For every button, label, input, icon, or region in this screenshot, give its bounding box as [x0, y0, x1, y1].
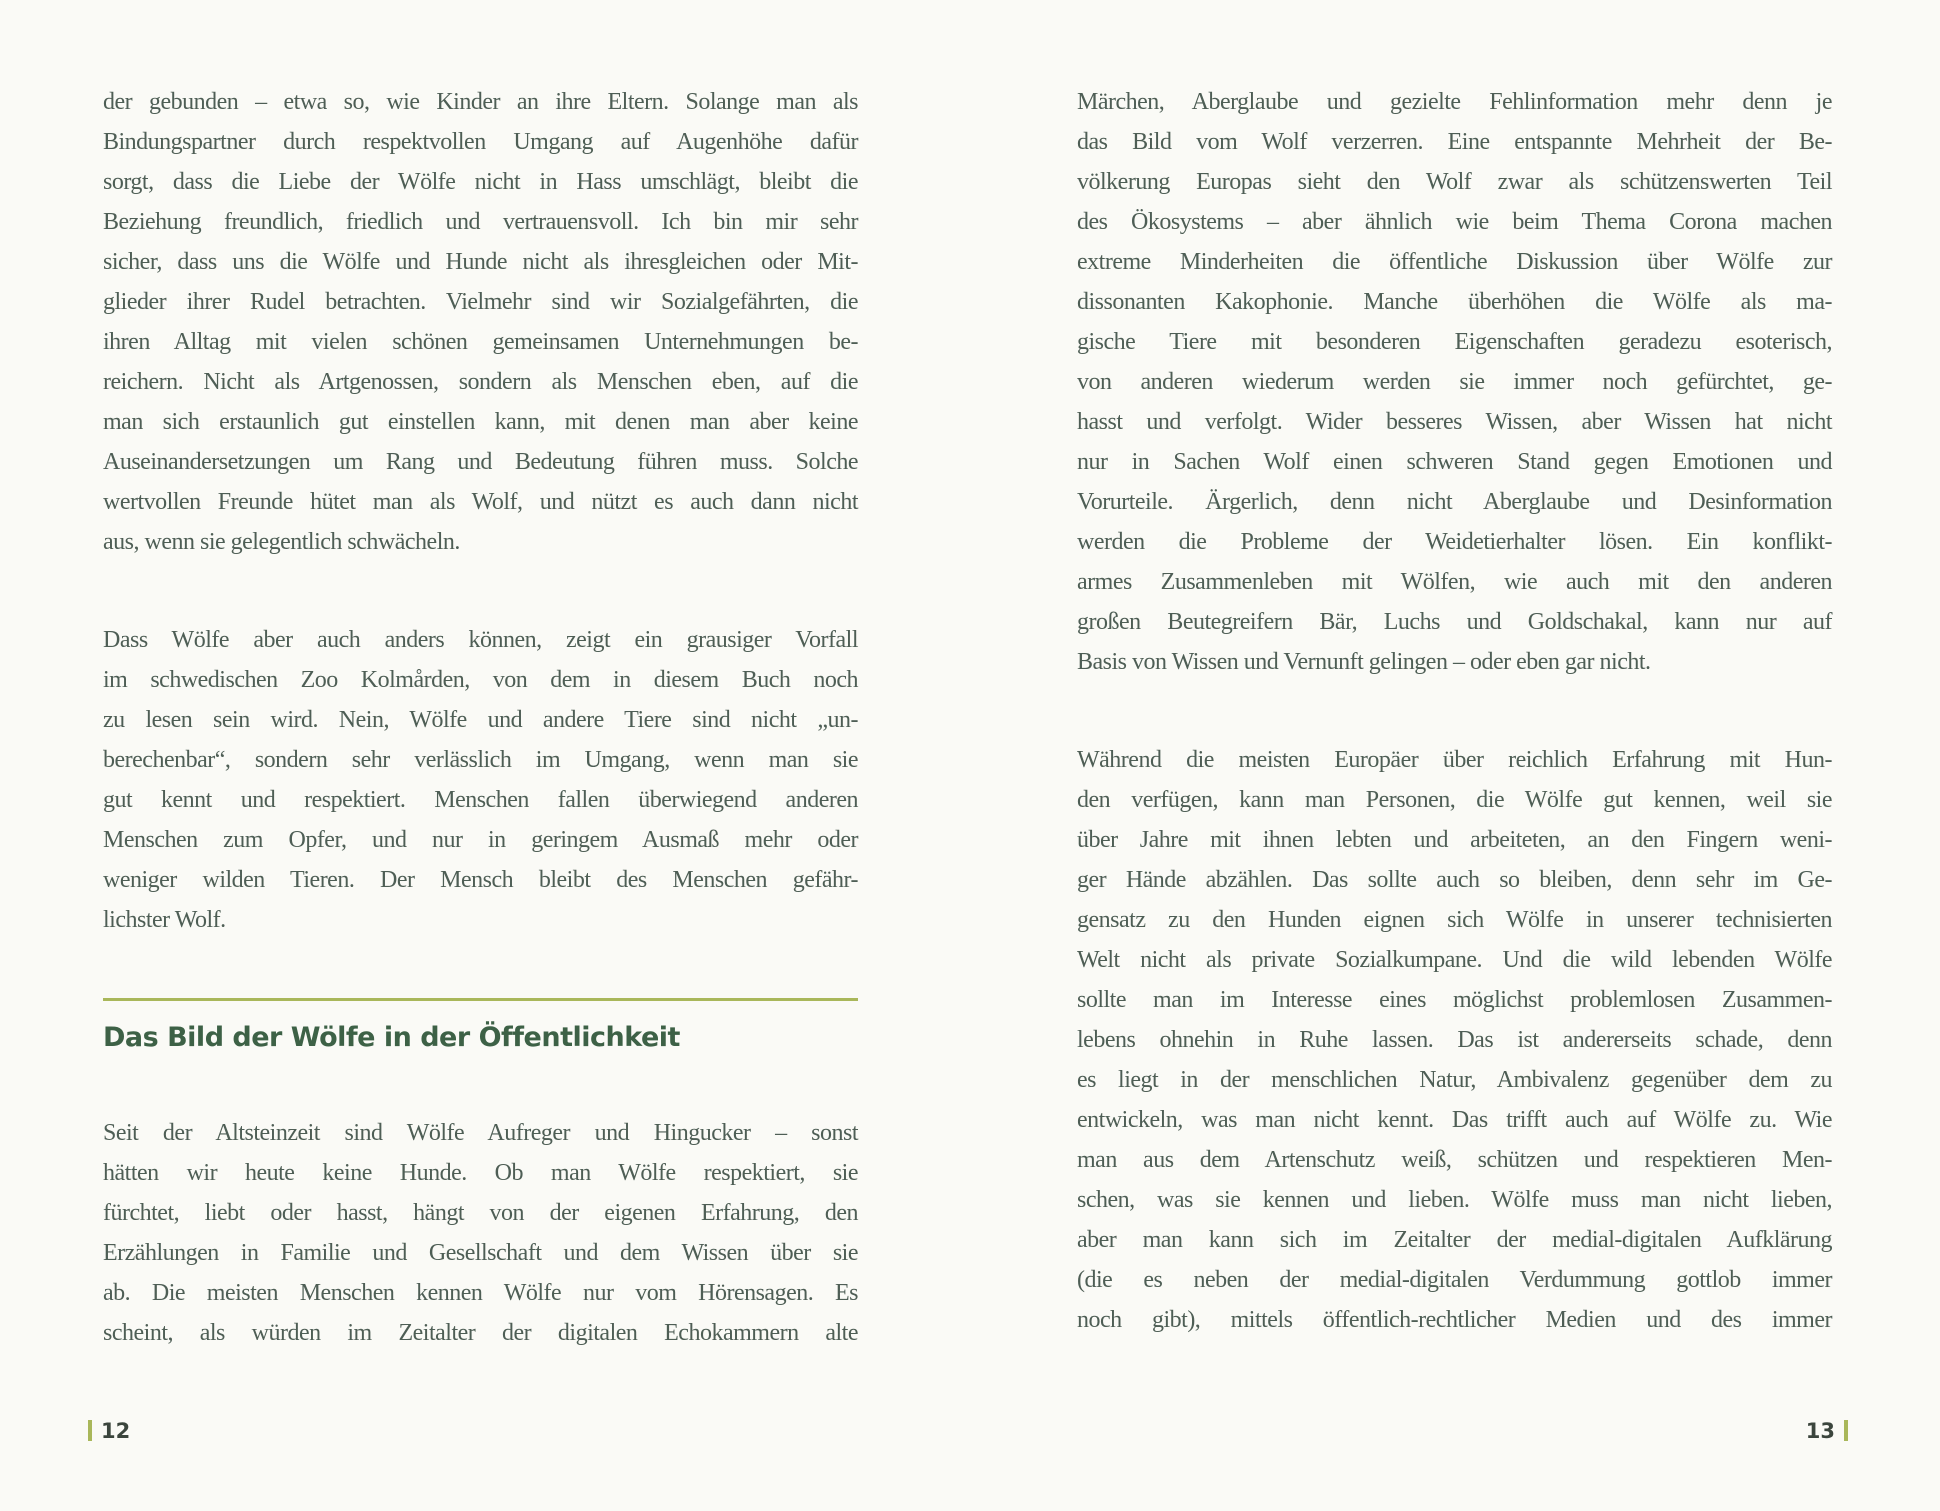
- text-line: hätten wir heute keine Hunde. Ob man Wölfe respektiert, sie: [103, 1160, 858, 1186]
- paragraph: [103, 1113, 858, 1353]
- paragraph: [103, 620, 858, 940]
- text-line: es liegt in der menschlichen Natur, Ambivalenz gegenüber dem zu: [1077, 1067, 1832, 1093]
- text-line: Beziehung freundlich, friedlich und vertrauensvoll. Ich bin mir sehr: [103, 209, 858, 235]
- page-number-left: [88, 1418, 130, 1444]
- text-line: dissonanten Kakophonie. Manche überhöhen die Wölfe als ma-: [1077, 289, 1832, 315]
- text-line: Seit der Altsteinzeit sind Wölfe Aufreger und Hingucker – sonst: [103, 1120, 858, 1146]
- text-line: von anderen wiederum werden sie immer noch gefürchtet, ge-: [1077, 369, 1832, 395]
- text-line: Menschen zum Opfer, und nur in geringem Ausmaß mehr oder: [103, 827, 858, 853]
- text-line: schen, was sie kennen und lieben. Wölfe muss man nicht lieben,: [1077, 1187, 1832, 1213]
- text-line: gensatz zu den Hunden eignen sich Wölfe in unserer technisierten: [1077, 907, 1832, 933]
- text-line: aber man kann sich im Zeitalter der medial-digitalen Aufklärung: [1077, 1227, 1832, 1253]
- text-line: nur in Sachen Wolf einen schweren Stand gegen Emotionen und: [1077, 449, 1832, 475]
- text-line: weniger wilden Tieren. Der Mensch bleibt des Menschen gefähr-: [103, 867, 858, 893]
- text-line: aus, wenn sie gelegentlich schwächeln.: [103, 529, 460, 555]
- text-line: ab. Die meisten Menschen kennen Wölfe nur vom Hörensagen. Es: [103, 1280, 858, 1306]
- text-line: großen Beutegreifern Bär, Luchs und Goldschakal, kann nur auf: [1077, 609, 1832, 635]
- text-line: sollte man im Interesse eines möglichst problemlosen Zusammen-: [1077, 987, 1832, 1013]
- text-line: Während die meisten Europäer über reichlich Erfahrung mit Hun-: [1077, 747, 1832, 773]
- text-line: fürchtet, liebt oder hasst, hängt von der eigenen Erfahrung, den: [103, 1200, 858, 1226]
- text-line: (die es neben der medial-digitalen Verdummung gottlob immer: [1077, 1267, 1832, 1293]
- page-number-right: [1806, 1418, 1848, 1444]
- text-line: den verfügen, kann man Personen, die Wölfe gut kennen, weil sie: [1077, 787, 1832, 813]
- text-line: werden die Probleme der Weidetierhalter lösen. Ein konflikt-: [1077, 529, 1832, 555]
- text-line: völkerung Europas sieht den Wolf zwar als schützenswerten Teil: [1077, 169, 1832, 195]
- section-rule: [103, 998, 858, 1001]
- text-line: das Bild vom Wolf verzerren. Eine entspannte Mehrheit der Be-: [1077, 129, 1832, 155]
- paragraph: [103, 82, 858, 562]
- text-line: im schwedischen Zoo Kolmården, von dem in diesem Buch noch: [103, 667, 858, 693]
- text-line: armes Zusammenleben mit Wölfen, wie auch mit den anderen: [1077, 569, 1832, 595]
- text-line: Bindungspartner durch respektvollen Umgang auf Augenhöhe dafür: [103, 129, 858, 155]
- text-line: Auseinandersetzungen um Rang und Bedeutung führen muss. Solche: [103, 449, 858, 475]
- text-line: glieder ihrer Rudel betrachten. Vielmehr sind wir Sozialgefährten, die: [103, 289, 858, 315]
- text-line: scheint, als würden im Zeitalter der digitalen Echokammern alte: [103, 1320, 858, 1346]
- text-line: reichern. Nicht als Artgenossen, sondern als Menschen eben, auf die: [103, 369, 858, 395]
- text-line: berechenbar“, sondern sehr verlässlich im Umgang, wenn man sie: [103, 747, 858, 773]
- text-line: über Jahre mit ihnen lebten und arbeiteten, an den Fingern weni-: [1077, 827, 1832, 853]
- text-line: Märchen, Aberglaube und gezielte Fehlinformation mehr denn je: [1077, 89, 1832, 115]
- paragraph: [1077, 740, 1832, 1340]
- text-line: der gebunden – etwa so, wie Kinder an ihre Eltern. Solange man als: [103, 89, 858, 115]
- text-line: lichster Wolf.: [103, 907, 226, 933]
- text-line: gische Tiere mit besonderen Eigenschaften geradezu esoterisch,: [1077, 329, 1832, 355]
- text-line: des Ökosystems – aber ähnlich wie beim Thema Corona machen: [1077, 209, 1832, 235]
- text-line: sicher, dass uns die Wölfe und Hunde nicht als ihresgleichen oder Mit-: [103, 249, 858, 275]
- text-line: hasst und verfolgt. Wider besseres Wissen, aber Wissen hat nicht: [1077, 409, 1832, 435]
- text-line: Welt nicht als private Sozialkumpane. Und die wild lebenden Wölfe: [1077, 947, 1832, 973]
- text-line: wertvollen Freunde hütet man als Wolf, und nützt es auch dann nicht: [103, 489, 858, 515]
- text-line: noch gibt), mittels öffentlich-rechtlicher Medien und des immer: [1077, 1307, 1832, 1333]
- text-line: sorgt, dass die Liebe der Wölfe nicht in Hass umschlägt, bleibt die: [103, 169, 858, 195]
- text-line: Basis von Wissen und Vernunft gelingen – oder eben gar nicht.: [1077, 649, 1651, 675]
- text-line: lebens ohnehin in Ruhe lassen. Das ist andererseits schade, denn: [1077, 1027, 1832, 1053]
- text-line: gut kennt und respektiert. Menschen fallen überwiegend anderen: [103, 787, 858, 813]
- page-right-text-column: [1077, 82, 1832, 1398]
- page-number-accent-bar: [1844, 1420, 1848, 1441]
- section-heading: Das Bild der Wölfe in der Öffentlichkeit: [103, 1022, 680, 1053]
- page-number-value: 13: [1805, 1419, 1835, 1443]
- text-line: Dass Wölfe aber auch anders können, zeigt ein grausiger Vorfall: [103, 627, 858, 653]
- text-line: zu lesen sein wird. Nein, Wölfe und andere Tiere sind nicht „un-: [103, 707, 858, 733]
- text-line: ger Hände abzählen. Das sollte auch so bleiben, denn sehr im Ge-: [1077, 867, 1832, 893]
- paragraph: [1077, 82, 1832, 682]
- text-line: ihren Alltag mit vielen schönen gemeinsamen Unternehmungen be-: [103, 329, 858, 355]
- text-line: man aus dem Artenschutz weiß, schützen und respektieren Men-: [1077, 1147, 1832, 1173]
- text-line: extreme Minderheiten die öffentliche Diskussion über Wölfe zur: [1077, 249, 1832, 275]
- page-left-text-column: [103, 82, 858, 1411]
- page-number-accent-bar: [88, 1420, 92, 1441]
- page-number-value: 12: [101, 1419, 131, 1443]
- text-line: Erzählungen in Familie und Gesellschaft und dem Wissen über sie: [103, 1240, 858, 1266]
- text-line: Vorurteile. Ärgerlich, denn nicht Aberglaube und Desinformation: [1077, 489, 1832, 515]
- text-line: man sich erstaunlich gut einstellen kann, mit denen man aber keine: [103, 409, 858, 435]
- text-line: entwickeln, was man nicht kennt. Das trifft auch auf Wölfe zu. Wie: [1077, 1107, 1832, 1133]
